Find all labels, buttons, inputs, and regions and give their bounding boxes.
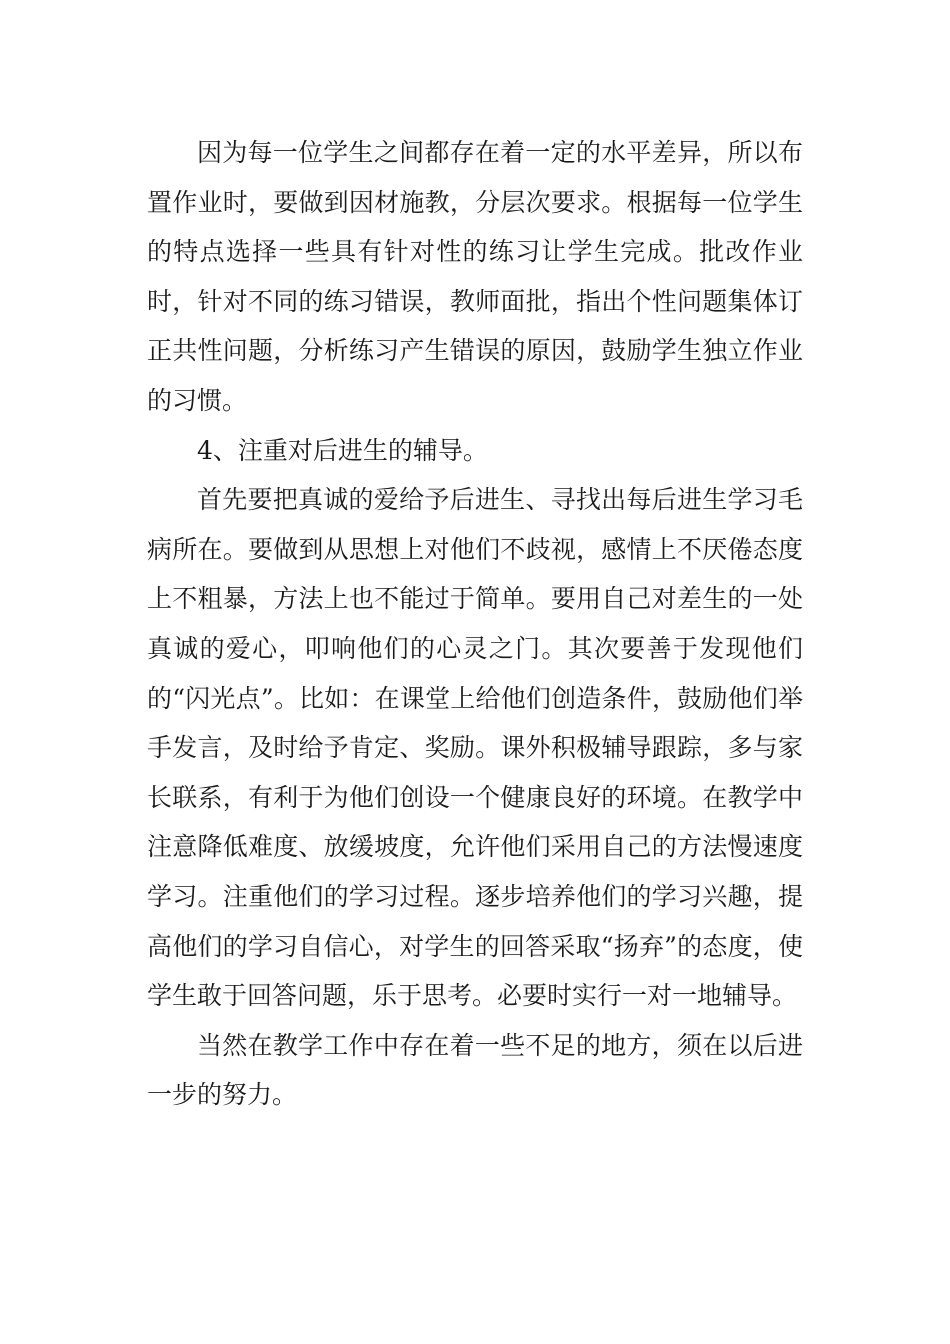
paragraph-tutoring: 首先要把真诚的爱给予后进生、寻找出每后进生学习毛病所在。要做到从思想上对他们不歧视，感情上不厌倦态度上不粗暴，方法上也不能过于简单。要用自己对差生的一处真诚的爱心，叩响他们的心灵之门。其次要善于发现他们的“闪光点”。比如：在课堂上给他们创造条件，鼓励他们举手发言，及时给予肯定、奖励。课外积极辅导跟踪，多与家长联系，有利于为他们创设一个健康良好的环境。在教学中注意降低难度、放缓坡度，允许他们采用自己的方法慢速度学习。注重他们的学习过程。逐步培养他们的学习兴趣，提高他们的学习自信心，对学生的回答采取“扬弃”的态度，使学生敢于回答问题，乐于思考。必要时实行一对一地辅导。 [147,485,803,1011]
section-heading-tutoring: 4、注重对后进生的辅导。 [197,435,488,465]
paragraph-homework: 因为每一位学生之间都存在着一定的水平差异，所以布置作业时，要做到因材施教，分层次要求。根据每一位学生的特点选择一些具有针对性的练习让学生完成。批改作业时，针对不同的练习错误，教师面批，指出个性问题集体订正共性问题，分析练习产生错误的原因，鼓励学生独立作业的习惯。 [147,138,803,415]
paragraph-conclusion: 当然在教学工作中存在着一些不足的地方，须在以后进一步的努力。 [147,1030,803,1110]
document-body [147,128,803,1120]
